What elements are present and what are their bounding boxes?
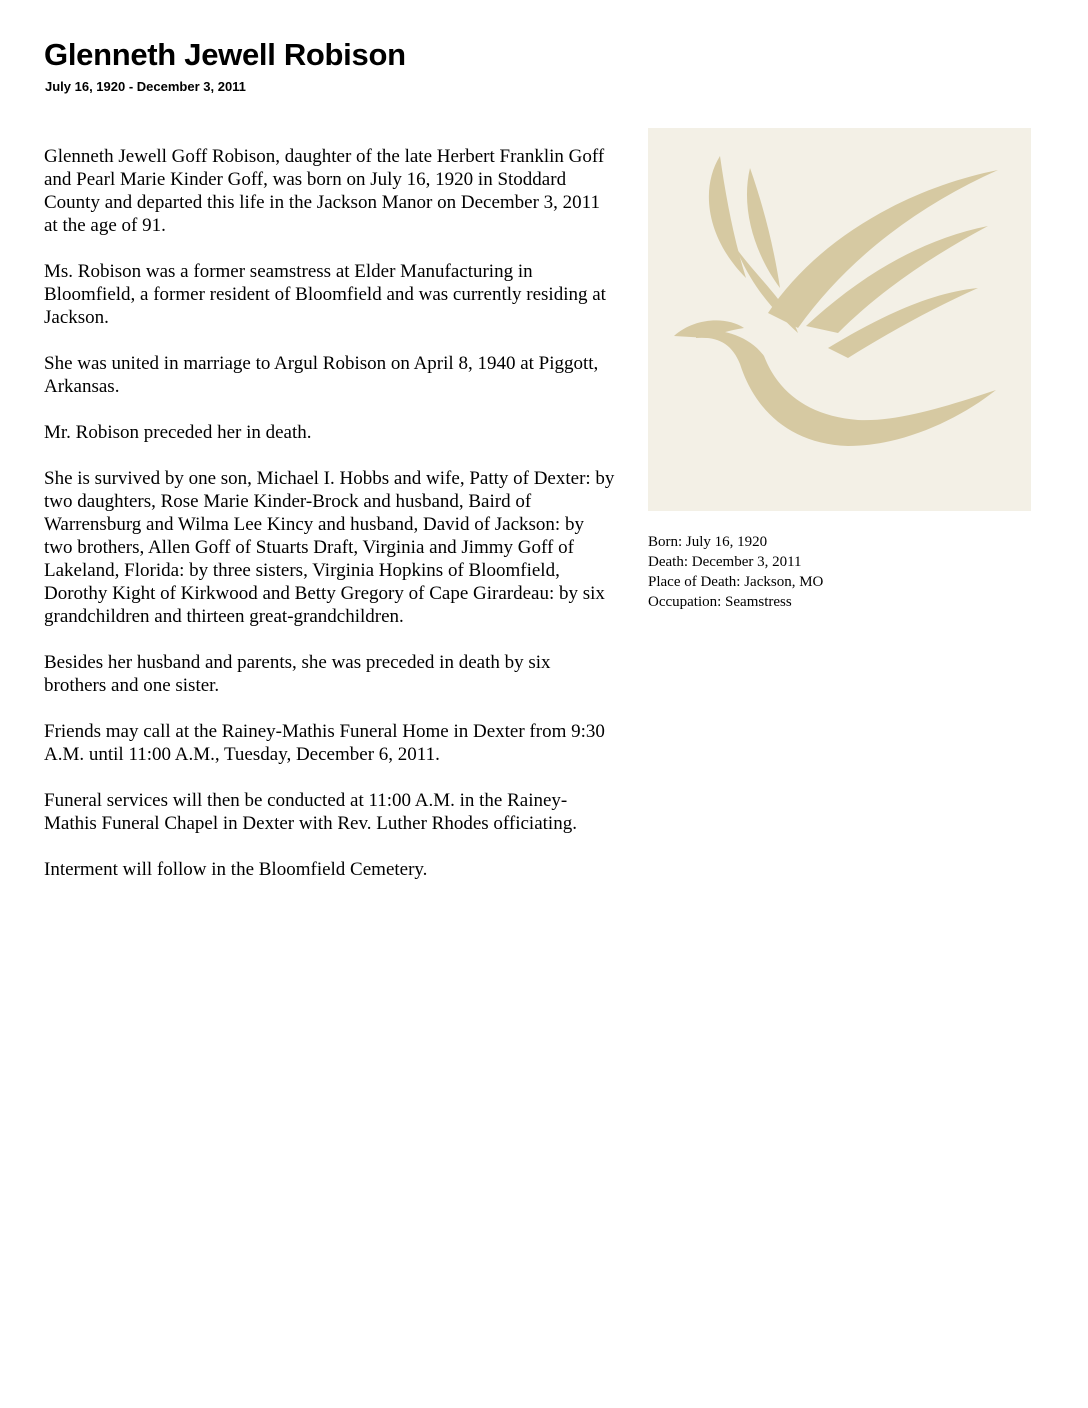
fact-death: Death: December 3, 2011 bbox=[648, 554, 802, 570]
paragraph: Interment will follow in the Bloomfield Cemetery. bbox=[44, 859, 428, 880]
paragraph: Friends may call at the Rainey-Mathis Funeral Home in Dexter from 9:30 A.M. until 11:00 A.M., Tuesday, December 6, 2011. bbox=[44, 721, 605, 765]
dove-icon bbox=[648, 128, 1031, 511]
memorial-image bbox=[648, 128, 1031, 511]
page-title: Glenneth Jewell Robison bbox=[44, 37, 406, 72]
facts-panel bbox=[648, 532, 823, 612]
date-range: July 16, 1920 - December 3, 2011 bbox=[45, 79, 246, 94]
paragraph: She was united in marriage to Argul Robison on April 8, 1940 at Piggott, Arkansas. bbox=[44, 353, 599, 397]
fact-occupation: Occupation: Seamstress bbox=[648, 594, 792, 610]
paragraph: Besides her husband and parents, she was preceded in death by six brothers and one sister. bbox=[44, 652, 551, 696]
paragraph: Ms. Robison was a former seamstress at Elder Manufacturing in Bloomfield, a former resident of Bloomfield and was currently residing at Jackson. bbox=[44, 261, 606, 328]
fact-born: Born: July 16, 1920 bbox=[648, 534, 768, 550]
paragraph: She is survived by one son, Michael I. Hobbs and wife, Patty of Dexter: by two daughters, Rose Marie Kinder-Brock and husband, Baird of Warrensburg and Wilma Lee Kincy and husband, David of Jackson: by two brothers, Allen Goff of Stuarts Draft, Virginia and Jimmy Goff of Lakeland, Florida: by three sisters, Virginia Hopkins of Bloomfield, Dorothy Kight of Kirkwood and Betty Gregory of Cape Girardeau: by six grandchildren and thirteen great-grandchildren. bbox=[44, 468, 615, 627]
paragraph: Glenneth Jewell Goff Robison, daughter of the late Herbert Franklin Goff and Pearl Marie Kinder Goff, was born on July 16, 1920 in Stoddard County and departed this life in the Jackson Manor on December 3, 2011 at the age of 91. bbox=[44, 146, 605, 236]
paragraph: Mr. Robison preceded her in death. bbox=[44, 422, 312, 443]
paragraph: Funeral services will then be conducted at 11:00 A.M. in the Rainey-Mathis Funeral Chapel in Dexter with Rev. Luther Rhodes officiating. bbox=[44, 790, 577, 834]
obituary-body bbox=[44, 145, 616, 904]
fact-place-of-death: Place of Death: Jackson, MO bbox=[648, 574, 824, 590]
